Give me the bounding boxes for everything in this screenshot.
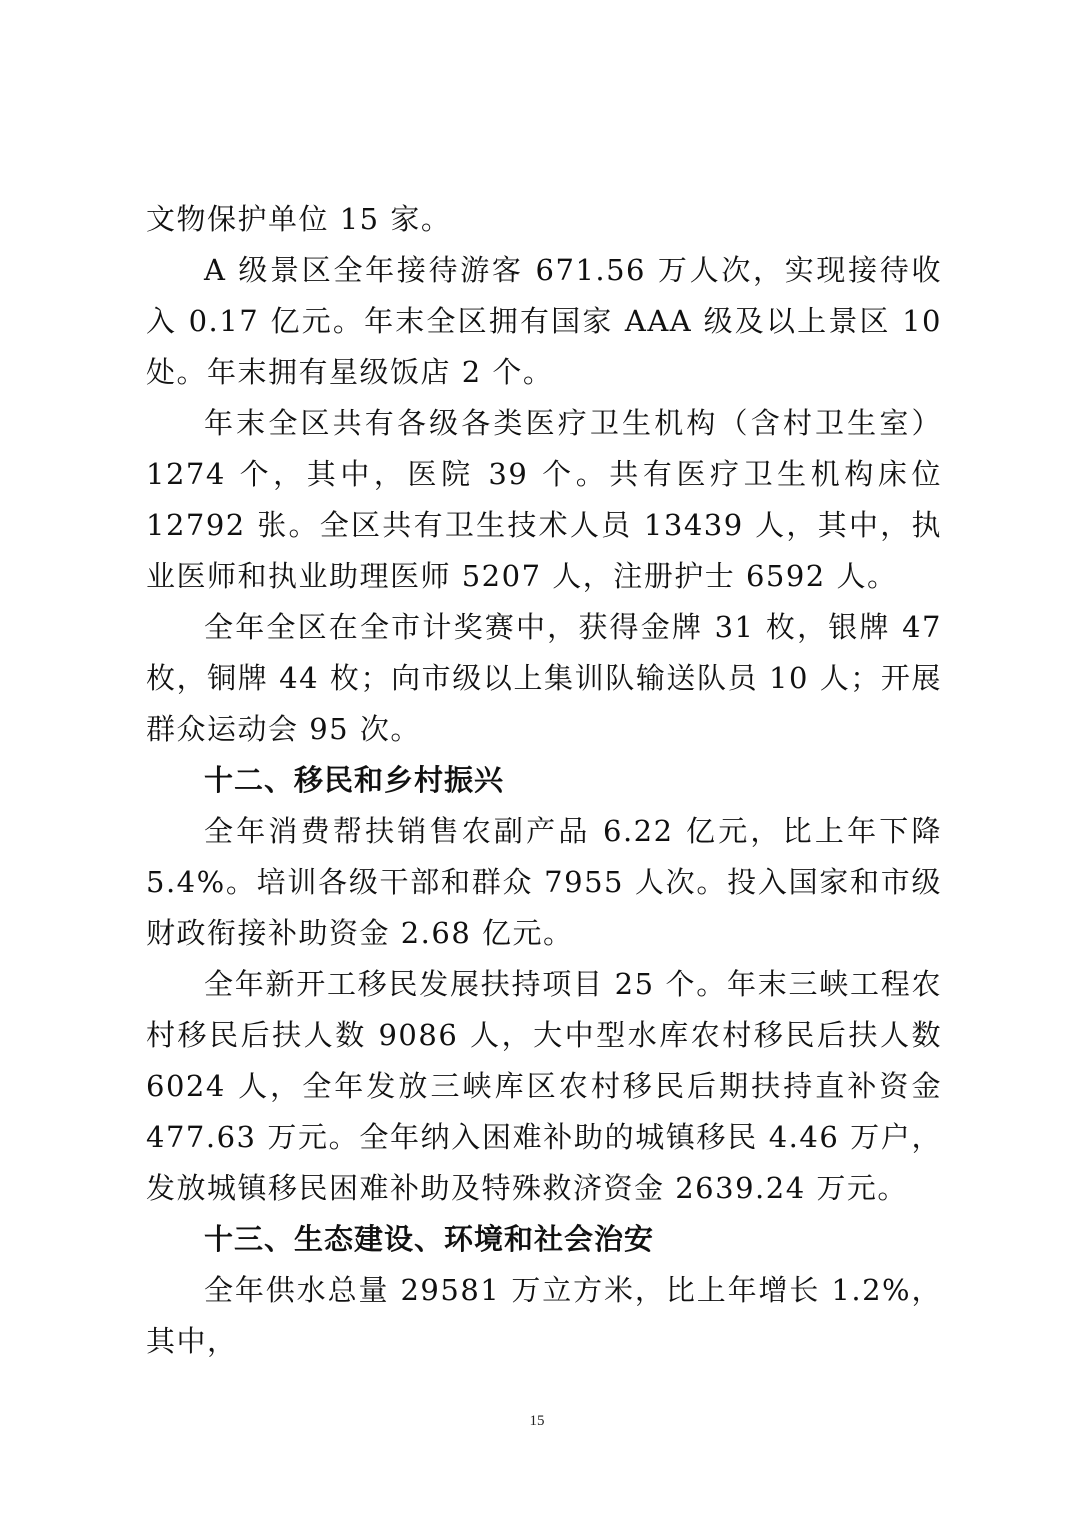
section-heading-migration-rural-revitalization: 十二、移民和乡村振兴 (204, 763, 505, 797)
paragraph-health: 年末全区共有各级各类医疗卫生机构（含村卫生室）1274 个，其中，医院 39 个。共有医疗卫生机构床位 12792 张。全区共有卫生技术人员 13439 人，其中，执业医师和执业助理医师 5207 人，注册护士 6592 人。 (146, 406, 942, 593)
paragraph-tourism: A 级景区全年接待游客 671.56 万人次，实现接待收入 0.17 亿元。年末全区拥有国家 AAA 级及以上景区 10 处。年末拥有星级饭店 2 个。 (146, 253, 942, 389)
document-body (146, 194, 942, 1367)
page-number: 15 (529, 1413, 545, 1429)
paragraph-sports: 全年全区在全市计奖赛中，获得金牌 31 枚，银牌 47 枚，铜牌 44 枚；向市级以上集训队输送队员 10 人；开展群众运动会 95 次。 (146, 610, 942, 746)
paragraph-migrant-support: 全年新开工移民发展扶持项目 25 个。年末三峡工程农村移民后扶人数 9086 人，大中型水库农村移民后扶人数 6024 人，全年发放三峡库区农村移民后期扶持直补资金 477.63 万元。全年纳入困难补助的城镇移民 4.46 万户，发放城镇移民困难补助及特殊救济资金 2639.24 万元。 (146, 967, 942, 1205)
section-heading-ecology-environment-security: 十三、生态建设、环境和社会治安 (204, 1222, 655, 1256)
paragraph-water-supply: 全年供水总量 29581 万立方米，比上年增长 1.2%，其中， (146, 1273, 942, 1358)
paragraph-consumer-assistance: 全年消费帮扶销售农副产品 6.22 亿元，比上年下降 5.4%。培训各级干部和群众 7955 人次。投入国家和市级财政衔接补助资金 2.68 亿元。 (146, 814, 942, 950)
paragraph-heritage-units: 文物保护单位 15 家。 (146, 202, 452, 236)
